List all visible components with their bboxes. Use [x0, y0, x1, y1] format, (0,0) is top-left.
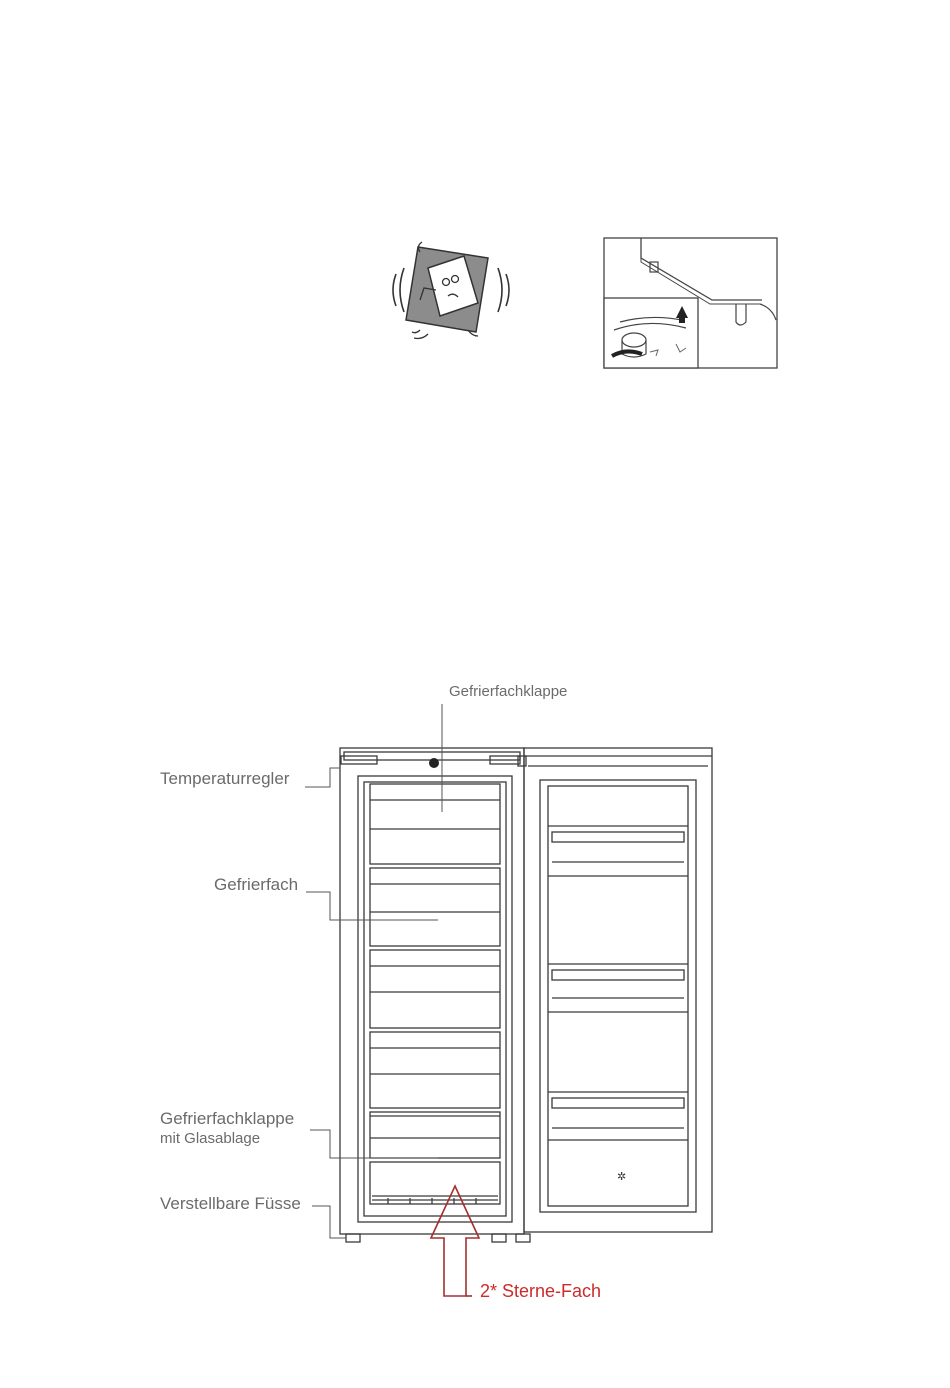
label-flap-with-glass-line1: Gefrierfachklappe — [160, 1109, 295, 1128]
star-icon: ✲ — [617, 1170, 627, 1183]
label-flap-with-glass-line2: mit Glasablage — [160, 1130, 261, 1147]
vibration-warning-icon — [393, 242, 509, 339]
freezer-diagram — [340, 748, 712, 1242]
thermostat-knob — [429, 758, 439, 768]
label-two-star: 2* Sterne-Fach — [480, 1281, 602, 1301]
label-top-flap: Gefrierfachklappe — [449, 683, 568, 700]
label-thermostat: Temperaturregler — [160, 769, 290, 788]
label-freezer-compartment: Gefrierfach — [214, 875, 299, 894]
label-adjustable-feet: Verstellbare Füsse — [160, 1194, 301, 1213]
leveling-foot-icon — [604, 238, 777, 368]
two-star-arrow — [431, 1186, 479, 1296]
